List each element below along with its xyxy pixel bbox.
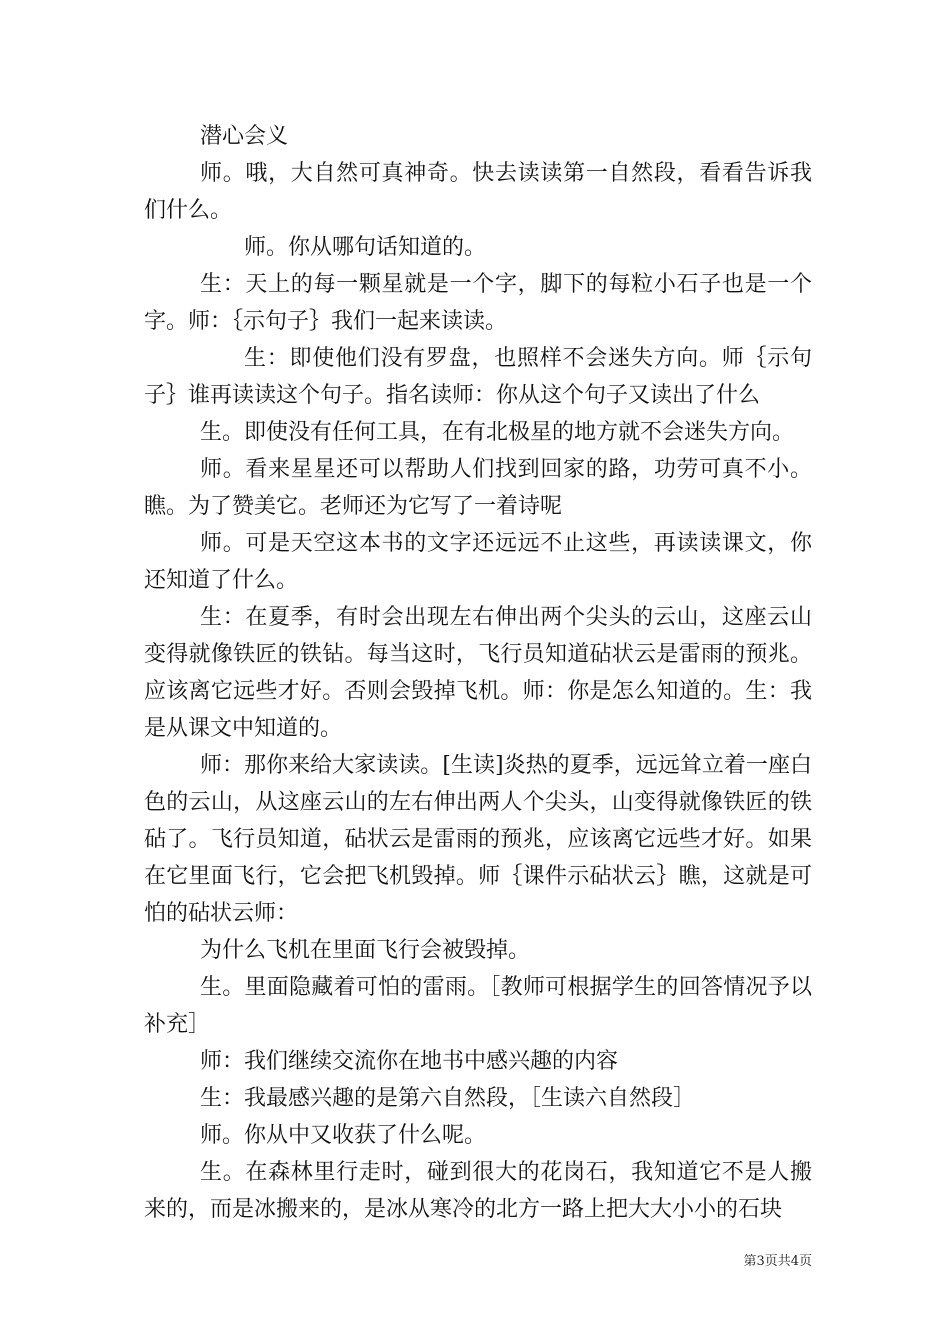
document-body <box>144 118 812 1228</box>
paragraph: 师。哦，大自然可真神奇。快去读读第一自然段，看看告诉我们什么。 <box>144 161 812 223</box>
paragraph: 师。你从哪句话知道的。 <box>244 235 487 260</box>
paragraph: 生。里面隐藏着可怕的雷雨。［教师可根据学生的回答情况予以补充］ <box>144 975 812 1037</box>
paragraph: 师。你从中又收获了什么呢。 <box>200 1123 487 1148</box>
paragraph: 师：那你来给大家读读。[生读]炎热的夏季，远远耸立着一座白色的云山，从这座云山的左右伸出两人个尖头，山变得就像铁匠的铁砧了。飞行员知道，砧状云是雷雨的预兆，应该离它远些才好。如果在它里面飞行，它会把飞机毁掉。师｛课件示砧状云｝瞧，这就是可怕的砧状云师： <box>144 753 812 926</box>
paragraph: 生：在夏季，有时会出现左右伸出两个尖头的云山，这座云山变得就像铁匠的铁钻。每当这时，飞行员知道砧状云是雷雨的预兆。应该离它远些才好。否则会毁掉飞机。师：你是怎么知道的。生：我是从课文中知道的。 <box>144 605 812 741</box>
paragraph: 生。在森林里行走时，碰到很大的花岗石，我知道它不是人搬来的，而是冰搬来的，是冰从寒冷的北方一路上把大大小小的石块 <box>144 1160 812 1222</box>
paragraph: 师：我们继续交流你在地书中感兴趣的内容 <box>200 1049 619 1074</box>
paragraph: 师。可是天空这本书的文字还远远不止这些，再读读课文，你还知道了什么。 <box>144 531 812 593</box>
paragraph: 生：我最感兴趣的是第六自然段，［生读六自然段］ <box>200 1086 696 1111</box>
paragraph: 生：即使他们没有罗盘，也照样不会迷失方向。师｛示句子｝谁再读读这个句子。指名读师：你从这个句子又读出了什么 <box>144 346 812 408</box>
paragraph: 师。看来星星还可以帮助人们找到回家的路，功劳可真不小。瞧。为了赞美它。老师还为它写了一着诗呢 <box>144 457 812 519</box>
paragraph: 为什么飞机在里面飞行会被毁掉。 <box>200 938 531 963</box>
paragraph: 生：天上的每一颗星就是一个字，脚下的每粒小石子也是一个字。师：｛示句子｝我们一起来读读。 <box>144 272 812 334</box>
paragraph: 生。即使没有任何工具，在有北极星的地方就不会迷失方向。 <box>200 420 795 445</box>
paragraph: 潜心会义 <box>200 124 289 149</box>
page-number: 第3页共4页 <box>743 1254 812 1269</box>
